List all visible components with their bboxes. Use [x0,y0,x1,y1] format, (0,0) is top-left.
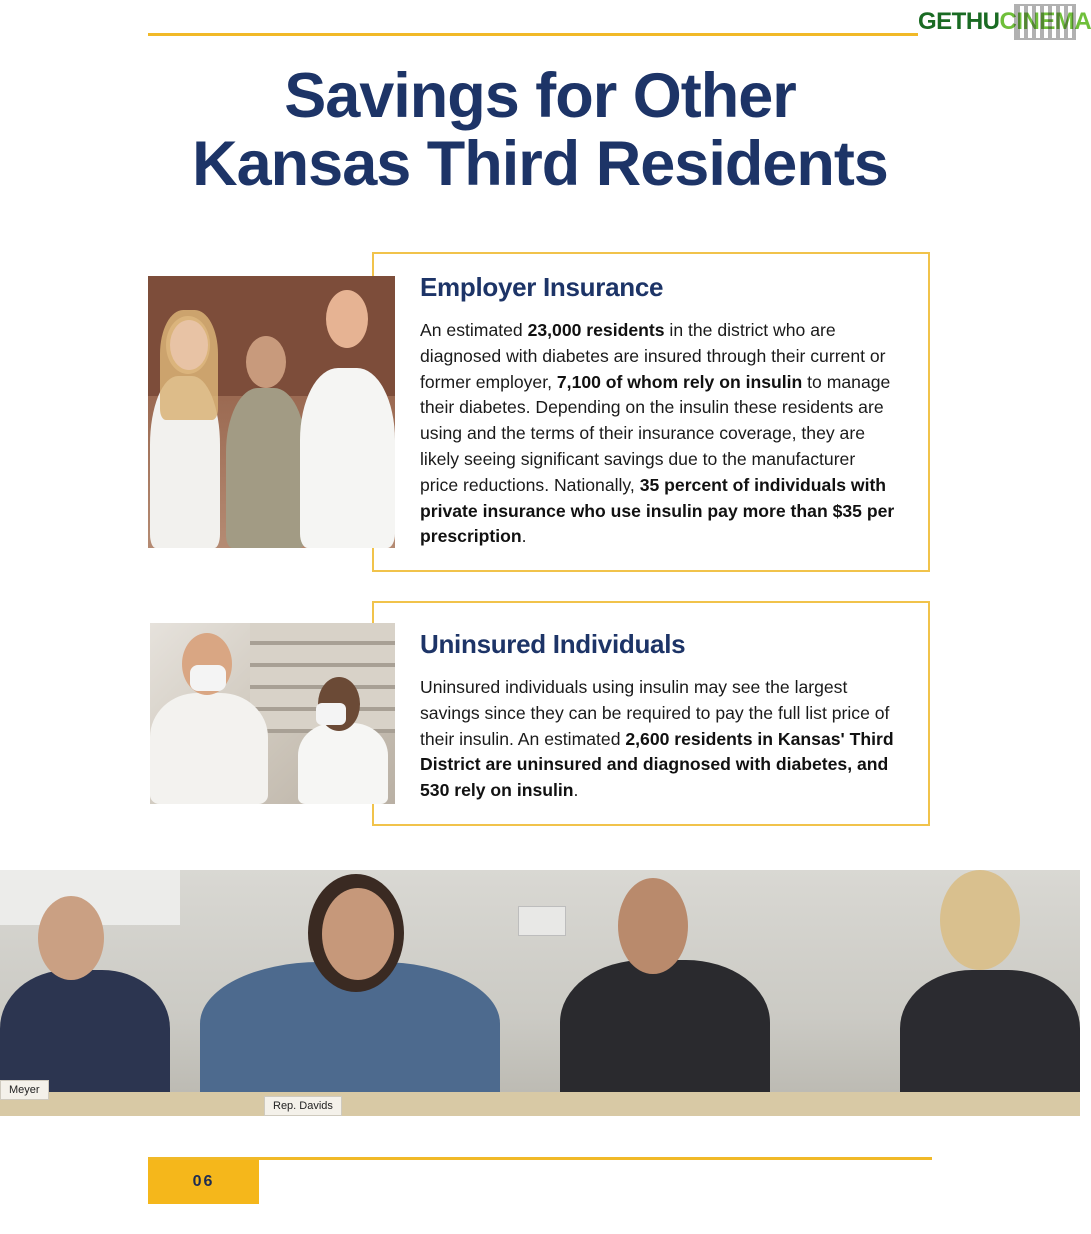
section-body [420,318,898,550]
person-3-head [618,878,688,974]
watermark-logo [918,4,1091,40]
person-center-head [246,336,286,388]
roundtable-photo [0,870,1080,1116]
wall-thermostat [518,906,566,936]
page-title-line1: Savings for Other [284,61,796,131]
body-text: . [521,526,527,547]
nameplate-left: Meyer [0,1080,49,1100]
table-edge [0,1092,1080,1116]
body-text-bold: 2,600 residents in Kansas' Third District are uninsured and diagnosed with diabetes, and 530 rely on insulin [420,728,894,801]
page-title [0,62,1080,198]
employer-insurance-card [372,252,930,572]
person-right-head [326,290,368,348]
nameplate-center: Rep. Davids [264,1096,342,1116]
page-title-line2: Kansas Third Residents [192,129,888,199]
watermark-text-part2: CINEMA [999,8,1091,35]
person-man-shirt [150,693,268,804]
body-text-bold: 7,100 of whom rely on insulin [556,371,803,392]
body-text: Uninsured individuals using insulin may see the largest savings since they can be required to pay the full list price of their insulin. An estimated [420,677,890,749]
face-mask [190,665,226,691]
watermark-text-part1: GETHU [918,8,1000,35]
body-text: in the district who are diagnosed with diabetes are insured through their current or former employer, [420,320,886,392]
uninsured-individuals-card [372,601,930,826]
pharmacy-photo [150,623,395,804]
person-left-face [170,320,208,370]
top-divider [148,33,932,36]
person-right-coat [300,368,395,548]
body-text: . [573,780,579,801]
body-text: An estimated [420,320,528,340]
person-4-head [940,870,1020,970]
body-text-bold: 35 percent of individuals with private insurance who use insulin pay more than $35 per prescription [420,474,895,547]
section-heading: Uninsured Individuals [420,629,686,659]
face-mask [316,703,346,725]
person-woman-coat [298,723,388,804]
page-number: 06 [192,1173,215,1190]
body-text: to manage their diabetes. Depending on the insulin these residents are using and the terms of their insurance coverage, they are likely seeing significant savings due to the manufacturer price reductions. Nationally, [420,371,891,495]
section-heading: Employer Insurance [420,272,664,302]
doctors-group-photo [148,276,395,548]
person-1-head [38,896,104,980]
section-body [420,675,898,804]
person-2-face [322,888,394,980]
page-number-box [148,1160,259,1204]
body-text-bold: 23,000 residents [527,320,665,340]
bottom-divider [148,1157,932,1160]
person-center-jacket [226,388,306,548]
